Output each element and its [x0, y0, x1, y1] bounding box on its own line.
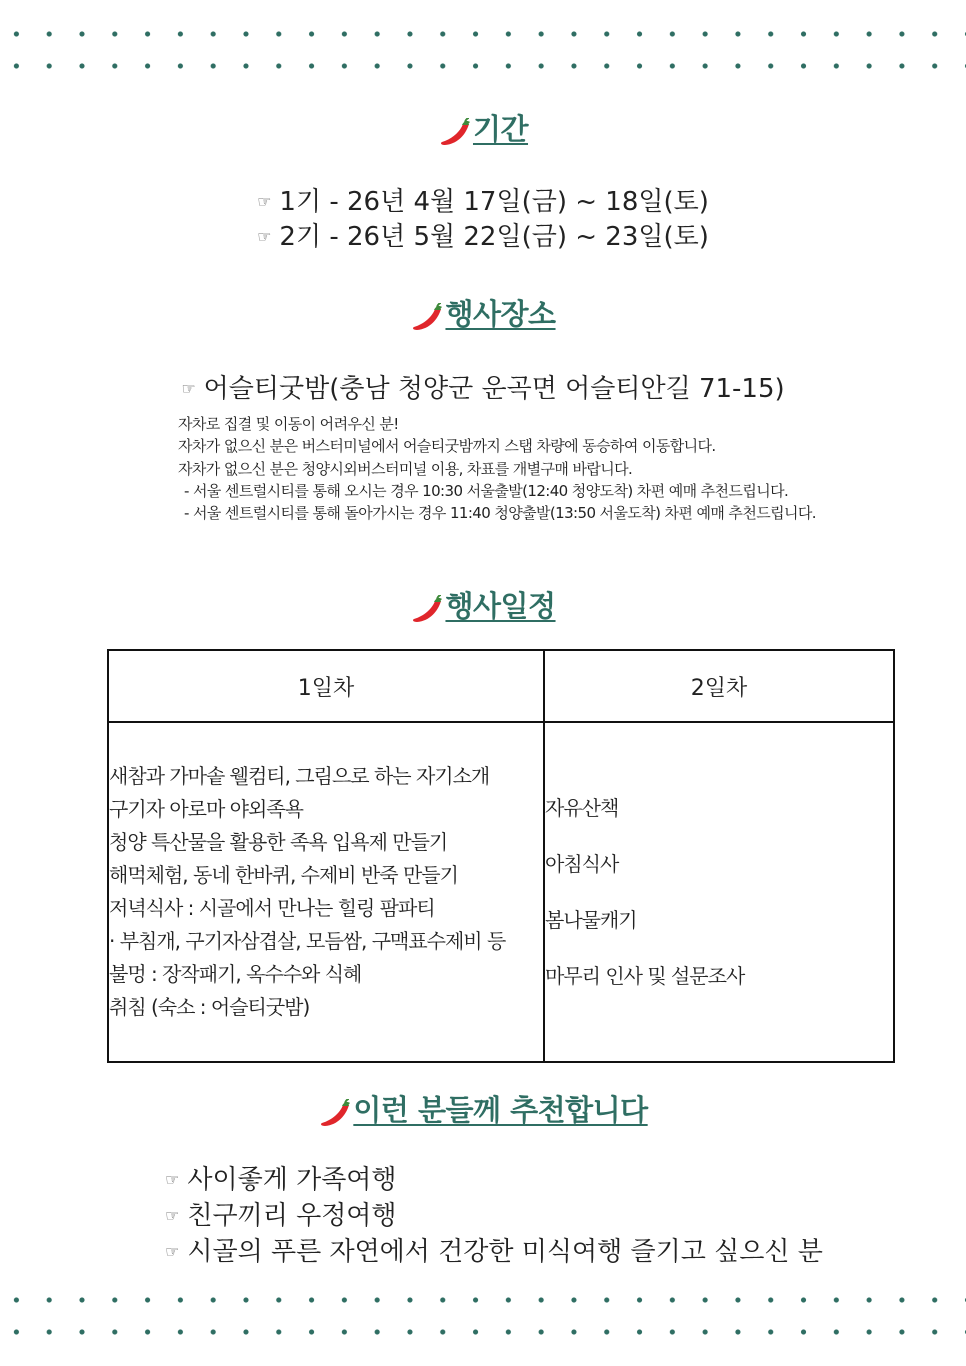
chili-pepper-icon: [410, 595, 444, 625]
chili-pepper-icon: [318, 1099, 352, 1129]
pointing-hand-icon: ☞: [165, 1206, 180, 1225]
venue-note: - 서울 센트럴시티를 통해 오시는 경우 10:30 서울출발(12:40 청양도착) 차편 예매 추천드립니다.: [184, 481, 789, 500]
venue-heading: [0, 292, 966, 340]
period-title: 기간: [472, 112, 529, 146]
pointing-hand-icon: ☞: [257, 192, 272, 211]
chili-pepper-icon: [438, 118, 472, 148]
day2-header: 2일차: [544, 650, 894, 722]
venue-notes: [178, 413, 938, 524]
schedule-heading: [0, 584, 966, 632]
schedule-title: 행사일정: [445, 589, 556, 623]
schedule-table: [107, 649, 895, 1063]
pointing-hand-icon: ☞: [257, 227, 272, 246]
table-header-row: [108, 650, 894, 722]
top-dot-border: [0, 18, 966, 84]
recommend-list: [165, 1162, 823, 1270]
table-row: [108, 722, 894, 1062]
list-item: 자유산책: [545, 796, 619, 820]
pointing-hand-icon: ☞: [181, 379, 196, 398]
day1-header: 1일차: [108, 650, 544, 722]
list-item: 청양 특산물을 활용한 족욕 입욕제 만들기: [109, 830, 448, 854]
list-item: 불멍 : 장작패기, 옥수수와 식혜: [109, 962, 362, 986]
venue-title: 행사장소: [445, 297, 556, 331]
list-item: 해먹체험, 동네 한바퀴, 수제비 반죽 만들기: [109, 863, 458, 887]
pointing-hand-icon: ☞: [165, 1242, 180, 1261]
list-item: 새참과 가마솥 웰컴티, 그림으로 하는 자기소개: [109, 764, 490, 788]
venue-note: 자차가 없으신 분은 버스터미널에서 어슬티굿밤까지 스탭 차량에 동승하여 이동합니다.: [178, 437, 716, 456]
recommend-heading: [0, 1088, 966, 1136]
list-item: 봄나물캐기: [545, 908, 637, 932]
list-item: 아침식사: [545, 852, 619, 876]
pointing-hand-icon: ☞: [165, 1170, 180, 1189]
list-item: 저녁식사 : 시골에서 만나는 힐링 팜파티: [109, 896, 435, 920]
bottom-dot-border: [0, 1284, 966, 1350]
period-item-2: ☞ 2기 - 26년 5월 22일(금) ~ 23일(토): [257, 222, 709, 252]
list-item: · 부침개, 구기자삼겹살, 모듬쌈, 구맥표수제비 등: [109, 929, 506, 953]
period-item-1: ☞ 1기 - 26년 4월 17일(금) ~ 18일(토): [257, 187, 709, 217]
day2-cell: [544, 722, 894, 1062]
list-item: 마무리 인사 및 설문조사: [545, 964, 745, 988]
list-item: 구기자 아로마 야외족욕: [109, 797, 303, 821]
recommend-title: 이런 분들께 추천합니다: [353, 1093, 648, 1127]
venue-note: 자차로 집결 및 이동이 어려우신 분!: [178, 415, 399, 433]
list-item: ☞ 친구끼리 우정여행: [165, 1201, 397, 1231]
list-item: ☞ 사이좋게 가족여행: [165, 1165, 397, 1195]
chili-pepper-icon: [410, 303, 444, 333]
venue-address: ☞ 어슬티굿밤(충남 청양군 운곡면 어슬티안길 71-15): [181, 374, 785, 404]
venue-note: 자차가 없으신 분은 청양시외버스터미널 이용, 차표를 개별구매 바랍니다.: [178, 459, 633, 478]
venue-note: - 서울 센트럴시티를 통해 돌아가시는 경우 11:40 청양출발(13:50 서울도착) 차편 예매 추천드립니다.: [184, 504, 816, 523]
period-heading: [0, 107, 966, 155]
day1-cell: [108, 722, 544, 1062]
list-item: 취침 (숙소 : 어슬티굿밤): [109, 995, 310, 1019]
list-item: ☞ 시골의 푸른 자연에서 건강한 미식여행 즐기고 싶으신 분: [165, 1237, 823, 1267]
